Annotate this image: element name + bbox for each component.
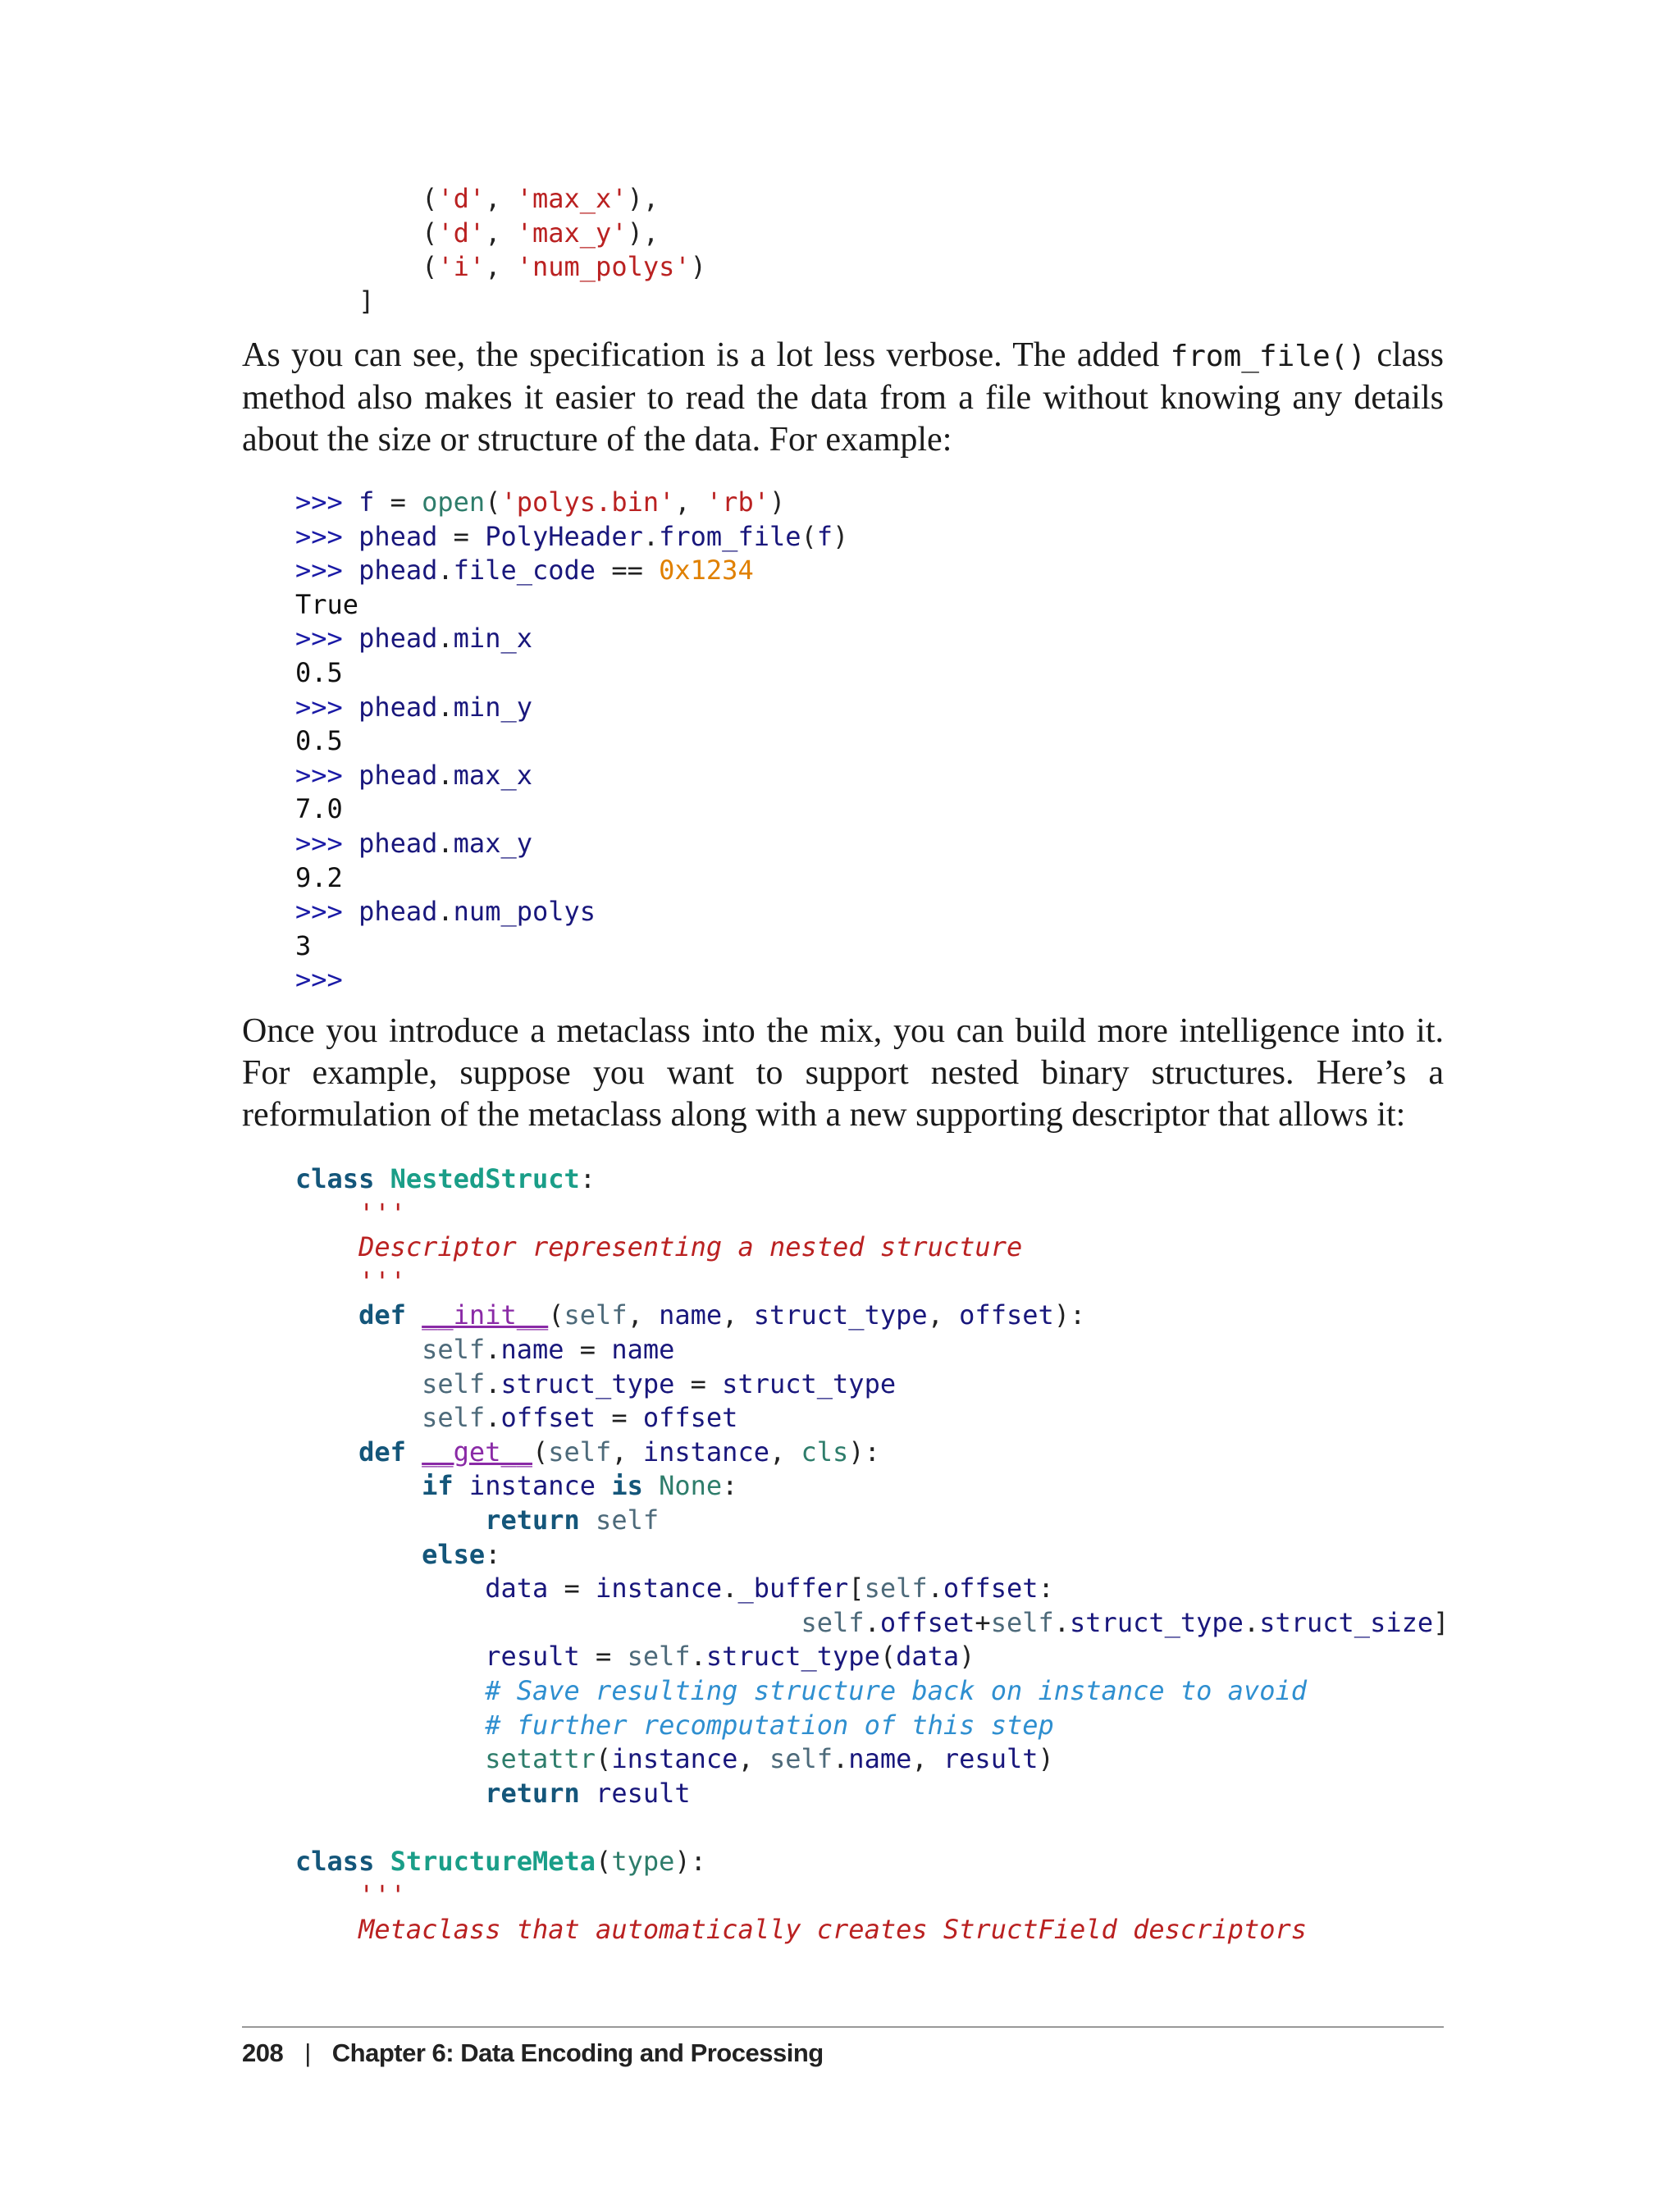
chapter-title: Chapter 6: Data Encoding and Processing — [331, 2038, 824, 2067]
code-line: ''' — [358, 1265, 406, 1297]
prompt-marker: >>> — [295, 896, 343, 928]
inline-code: from_file() — [1170, 340, 1366, 373]
paragraph-text: As you can see, the specification is a lot less verbose. The added — [242, 336, 1171, 374]
session-code: phead.num_polys — [358, 896, 596, 928]
code-line: ''' — [358, 1879, 406, 1911]
page-number: 208 — [242, 2038, 284, 2067]
prompt-marker: >>> — [295, 555, 343, 587]
code-block-main — [295, 1162, 1449, 1947]
code-line: return self — [485, 1504, 660, 1536]
code-line: ('i', 'num_polys') — [295, 251, 706, 283]
session-output-line — [295, 724, 848, 759]
session-output: True — [295, 588, 359, 620]
paragraph-metaclass: Once you introduce a metaclass into the mix, you can build more intelligence into it. For example, suppose you want to support nested binary structures. Here’s a reformulation of the metaclass along with a new supporting descriptor that allows it: — [242, 1012, 1444, 1134]
session-output: 0.5 — [295, 725, 343, 757]
session-code: phead.file_code == 0x1234 — [358, 555, 754, 587]
paragraph-text: class method also makes it easier to read the data from a file without knowing any details about the size or structure of the data. For example: — [242, 336, 1444, 459]
session-input-line — [295, 895, 848, 929]
code-line — [295, 1810, 1449, 1845]
session-input-line — [295, 554, 848, 588]
code-line: def __init__(self, name, struct_type, offset): — [358, 1299, 1086, 1331]
code-line: self.struct_type = struct_type — [422, 1367, 897, 1399]
session-input-line — [295, 759, 848, 793]
code-line: if instance is None: — [422, 1470, 738, 1502]
session-output-line — [295, 656, 848, 691]
code-line: self.offset+self.struct_type.struct_size] — [801, 1606, 1449, 1638]
code-line: ('d', 'max_x'), — [295, 183, 660, 214]
code-line: def __get__(self, instance, cls): — [358, 1436, 880, 1468]
prompt-marker: >>> — [295, 691, 343, 723]
session-code: phead.min_y — [358, 691, 532, 723]
code-line: self.name = name — [422, 1333, 675, 1365]
session-output-line — [295, 861, 848, 896]
code-line: data = instance._buffer[self.offset: — [485, 1573, 1054, 1605]
session-output: 3 — [295, 929, 312, 961]
code-block-top — [295, 182, 706, 318]
code-line: self.offset = offset — [422, 1402, 738, 1434]
code-line: ] — [295, 285, 375, 317]
session-code: phead.max_y — [358, 827, 532, 859]
session-code: phead.max_x — [358, 759, 532, 791]
code-line: result = self.struct_type(data) — [485, 1641, 975, 1673]
code-line: Metaclass that automatically creates StructField descriptors — [358, 1914, 1307, 1946]
footer-rule — [242, 2026, 1444, 2028]
prompt-marker: >>> — [295, 623, 343, 655]
code-line: # Save resulting structure back on instance to avoid — [485, 1674, 1307, 1706]
prompt-marker: >>> — [295, 520, 343, 552]
session-code: f = open('polys.bin', 'rb') — [358, 486, 786, 518]
session-output-line — [295, 929, 848, 964]
code-line: ('d', 'max_y'), — [295, 217, 660, 249]
session-output: 9.2 — [295, 861, 343, 893]
session-input-line — [295, 691, 848, 725]
session-output: 7.0 — [295, 793, 343, 825]
code-line: return result — [485, 1777, 691, 1809]
session-output-line — [295, 792, 848, 827]
session-input-line — [295, 622, 848, 656]
code-line: # further recomputation of this step — [485, 1709, 1054, 1741]
prompt-marker: >>> — [295, 827, 343, 859]
session-input-line — [295, 486, 848, 520]
session-input-line — [295, 520, 848, 555]
code-line: class NestedStruct: — [295, 1163, 596, 1194]
session-output-line — [295, 588, 848, 623]
footer-separator: | — [304, 2038, 311, 2067]
code-line: setattr(instance, self.name, result) — [485, 1743, 1054, 1775]
code-line: Descriptor representing a nested structure — [358, 1231, 1023, 1263]
page-footer — [242, 2038, 824, 2068]
paragraph-verbose — [242, 335, 1444, 461]
code-line: ''' — [358, 1197, 406, 1229]
session-input-line — [295, 827, 848, 861]
session-input-line — [295, 963, 848, 998]
code-block-session — [295, 486, 848, 998]
code-line: else: — [422, 1538, 501, 1570]
prompt-marker: >>> — [295, 964, 343, 996]
session-code: phead = PolyHeader.from_file(f) — [358, 520, 849, 552]
session-code: phead.min_x — [358, 623, 532, 655]
code-line: class StructureMeta(type): — [295, 1845, 706, 1877]
prompt-marker: >>> — [295, 759, 343, 791]
prompt-marker: >>> — [295, 486, 343, 518]
session-output: 0.5 — [295, 656, 343, 688]
